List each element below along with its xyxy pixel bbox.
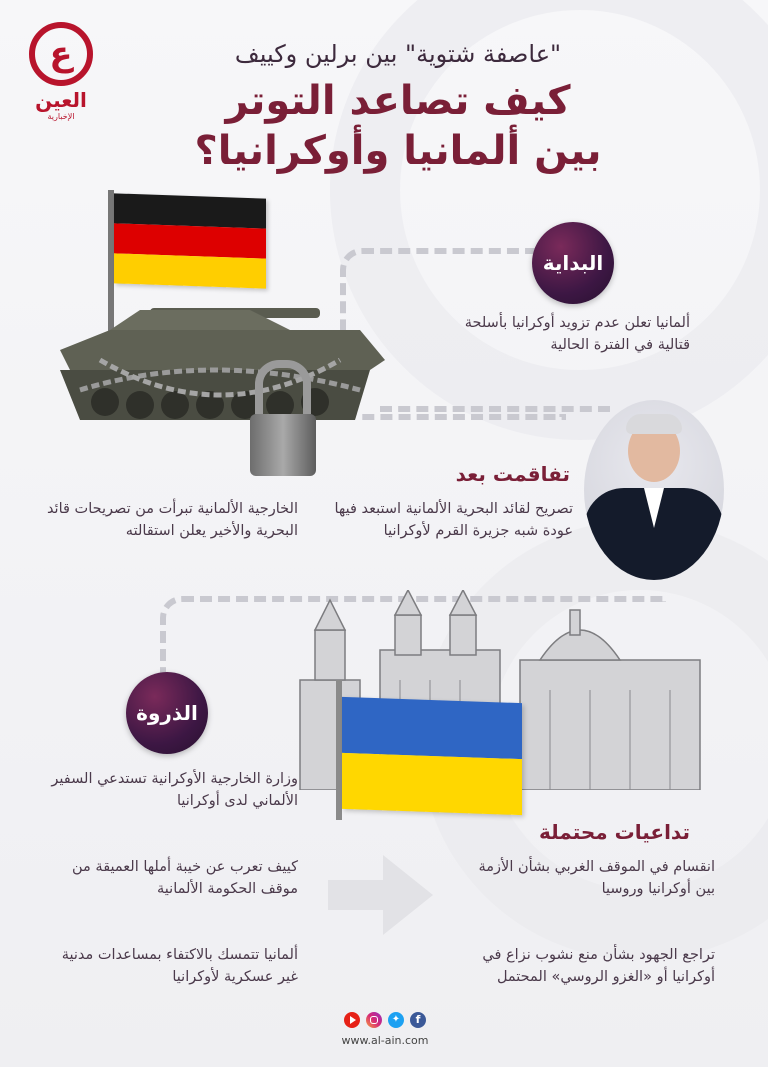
social-icons bbox=[340, 1012, 430, 1032]
consequences-title: تداعيات محتملة bbox=[539, 820, 690, 844]
padlock-icon bbox=[250, 360, 316, 470]
peak-item: ألمانيا تتمسك بالاكتفاء بمساعدات مدنية غير عسكرية لأوكرانيا bbox=[61, 947, 298, 985]
instagram-icon[interactable] bbox=[366, 1012, 382, 1028]
page-subtitle: بين ألمانيا وأوكرانيا؟ bbox=[194, 128, 602, 174]
website-link[interactable]: www.al-ain.com bbox=[341, 1034, 429, 1047]
connector-path bbox=[380, 406, 610, 412]
badge-start bbox=[532, 222, 614, 304]
admiral-portrait bbox=[584, 400, 724, 580]
twitter-icon[interactable]: ✦ bbox=[388, 1012, 404, 1028]
escalation-text-right: تصريح لقائد البحرية الألمانية استبعد فيها عودة شبه جزيرة القرم لأوكرانيا bbox=[334, 501, 573, 539]
consequence-item: انقسام في الموقف الغربي بشأن الأزمة بين أوكرانيا وروسيا bbox=[478, 859, 715, 897]
german-flag bbox=[114, 193, 266, 288]
badge-peak-label: الذروة bbox=[136, 701, 198, 725]
header-kicker: "عاصفة شتوية" بين برلين وكييف bbox=[234, 40, 562, 68]
start-text: ألمانيا تعلن عدم تزويد أوكرانيا بأسلحة قتالية في الفترة الحالية bbox=[464, 315, 690, 353]
logo-subtext: الإخبارية bbox=[47, 112, 75, 121]
badge-start-label: البداية bbox=[542, 251, 604, 275]
peak-item: وزارة الخارجية الأوكرانية تستدعي السفير الألماني لدى أوكرانيا bbox=[51, 771, 298, 809]
youtube-icon[interactable] bbox=[344, 1012, 360, 1028]
page-title: كيف تصاعد التوتر bbox=[225, 78, 571, 124]
consequence-item: تراجع الجهود بشأن منع نشوب نزاع في أوكرانيا أو «الغزو الروسي» المحتمل bbox=[482, 947, 715, 985]
facebook-icon[interactable]: f bbox=[410, 1012, 426, 1028]
logo-text: العين bbox=[35, 88, 87, 112]
escalation-title: تفاقمت بعد bbox=[455, 462, 570, 486]
peak-item: كييف تعرب عن خيبة أملها العميقة من موقف الحكومة الألمانية bbox=[72, 859, 298, 897]
portrait-hair bbox=[626, 414, 682, 434]
escalation-text-left: الخارجية الألمانية تبرأت من تصريحات قائد البحرية والأخير يعلن استقالته bbox=[46, 501, 298, 539]
arrow-right-icon bbox=[328, 850, 438, 940]
logo-letter: ع bbox=[49, 34, 73, 74]
brand-logo bbox=[20, 22, 102, 132]
ukraine-flag bbox=[342, 697, 522, 815]
header bbox=[138, 40, 658, 176]
tank-illustration bbox=[40, 290, 390, 470]
badge-peak bbox=[126, 672, 208, 754]
